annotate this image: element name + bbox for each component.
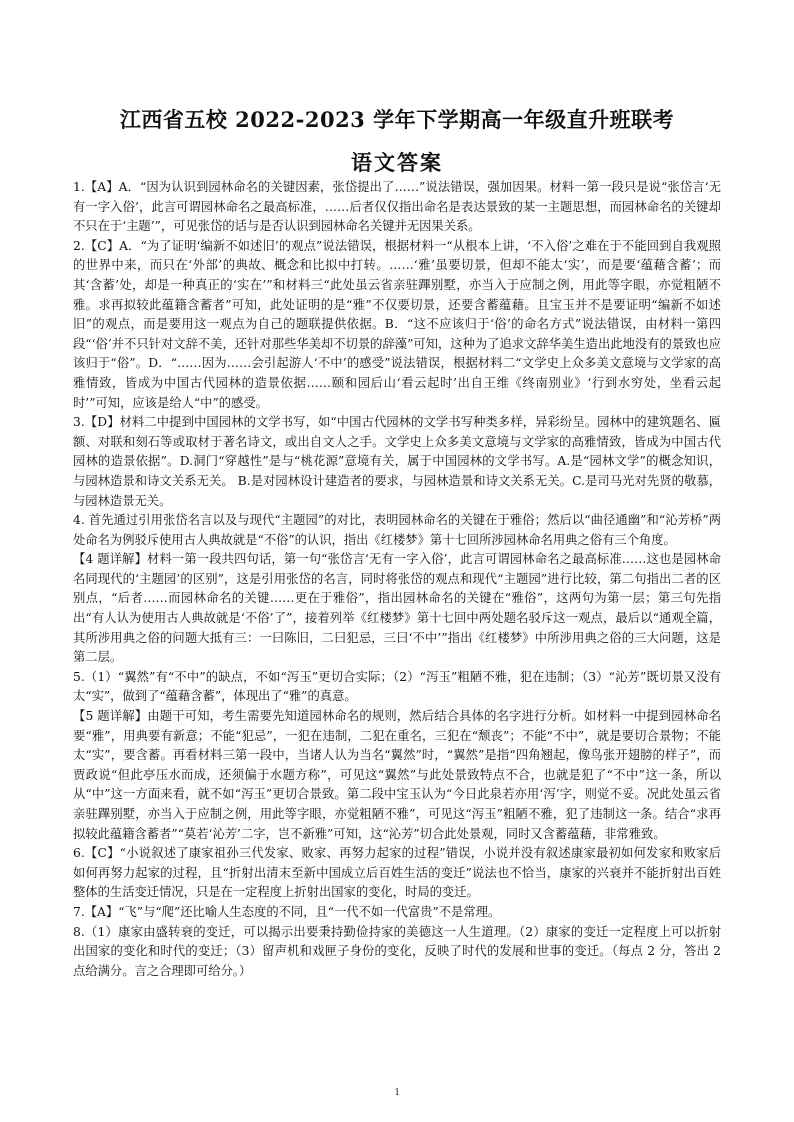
answer-paragraph-6: 6.【C】“小说叙述了康家祖孙三代发家、败家、再努力起家的过程”错误，小说并没有叙述康家最初如何发家和败家后如何再努力起家的过程，且“折射出清末至新中国成立后百姓生活的变迁”说法也不恰当，康家的兴衰并不能折射出百姓整体的生活变迁情况，只是在一定程度上折射出国家的变化，时局的变迁。 [73,846,721,900]
page-number: 1 [394,1087,400,1098]
answer-paragraph-2: 2.【C】A．“为了证明‘编新不如述旧’的观点”说法错误，根据材料一“从根本上讲，‘不入俗’之难在于不能回到自我观照的世界中来，而只在‘外部’的典故、概念和比拟中打转。……‘雅’虽要切景，但却不能太‘实’，而是要‘蕴藉含蓄’；而其‘含蓄’处，却是一种真正的‘实在’”和材料三“此处虽云省亲驻蹕别墅，亦当入于应制之例，用此等字眼，亦觉粗陋不雅。求再拟较此蕴籍含蓄者”可知，此处证明的是“雅”不仅要切景，还要含蓄蕴藉。且宝玉并不是要证明“编新不如述旧”的观点，而是要用这一观点为自己的题联提供依据。B．“这不应该归于‘俗’的命名方式”说法错误，由材料一第四段“‘俗’并不只针对文辞不美，还针对那些华美却不切景的辞藻”可知，这种为了追求文辞华美生造出此地没有的景致也应该归于“俗”。D．“……因为……会引起游人‘不中’的感受”说法错误，根据材料二“文学史上众多美文意境与文学家的高雅情致，皆成为中国古代园林的造景依据……颐和园后山‘看云起时’出自王维《终南别业》‘行到水穷处，坐看云起时’”可知，应该是给人“中”的感受。 [73,238,721,410]
answer-paragraph-1: 1.【A】A．“因为认识到园林命名的关键因素，张岱提出了……”说法错误，强加因果。材料一第一段只是说“张岱言‘无有一字入俗’，此言可谓园林命名之最高标准，……后者仅仅指出命名是表达景致的某一主题思想，而园林命名的关键却不只在于‘主题’”，可见张岱的话与是否认识到园林命名关键并无因果关系。 [73,180,721,234]
answer-paragraph-4: 4. 首先通过引用张岱名言以及与现代“主题园”的对比，表明园林命名的关键在于雅俗；然后以“曲径通幽”和“沁芳桥”两处命名为例驳斥使用古人典故就是“不俗”的认识，指出《红楼梦》第十七回所涉园林命名用典之俗有三个角度。 [73,513,721,547]
answer-paragraph-8: 8.（1）康家由盛转衰的变迁，可以揭示出要秉持勤俭持家的美德这一人生道理。（2）康家的变迁一定程度上可以折射出国家的变化和时代的变迁；（3）留声机和戏匣子身份的变化，反映了时代的发展和世事的变迁。（每点 2 分，答出 2 点给满分。言之合理即可给分。） [73,924,721,978]
answer-paragraph-4-explanation: 【4 题详解】材料一第一段共四句话，第一句“张岱言‘无有一字入俗’，此言可谓园林命名之最高标准……这也是园林命名同现代的‘主题园’的区别”，这是引用张岱的名言，同时将张岱的观点和现代“主题园”进行比较，第二句指出二者的区别点，“后者……而园林命名的关键……更在于雅俗”，指出园林命名的关键在“雅俗”，这两句为第一层；第三句先指出“有人认为使用古人典故就是‘不俗’了”，接着列举《红楼梦》第十七回中两处题名驳斥这一观点，最后以“通观全篇，其所涉用典之俗的问题大抵有三：一曰陈旧，二曰犯忌，三曰‘不中’”指出《红楼梦》中所涉用典之俗的三大问题，这是第二层。 [73,552,721,665]
document-title: 江西省五校 2022-2023 学年下学期高一年级直升班联考 [119,107,675,132]
answer-body [73,178,721,981]
answer-paragraph-5: 5.（1）“翼然”有“不中”的缺点，不如“泻玉”更切合实际；（2）“泻玉”粗陋不雅，犯在违制；（3）“沁芳”既切景又没有太“实”，做到了“蕴藉含蓄”，体现出了“雅”的真意。 [73,669,721,704]
document-subtitle: 语文答案 [351,150,443,175]
answer-paragraph-7: 7.【A】“飞”与“爬”还比喻人生态度的不同，且“一代不如一代富贵”不是常理。 [73,904,501,919]
answer-paragraph-3: 3.【D】材料二中提到中国园林的文学书写，如“中国古代园林的文学书写种类多样，异彩纷呈。园林中的建筑题名、匾额、对联和刻石等或取材于著名诗文，或出自文人之手。文学史上众多美文意境与文学家的高雅情致，皆成为中国古代园林的造景依据”。D.洞门“穿越性”是与“桃花源”意境有关，属于中国园林的文学书写。A.是“园林文学”的概念知识，与园林造景和诗文关系无关。 B.是对园林设计建造者的要求，与园林造景和诗文关系无关。C.是司马光对先贤的敬慕，与园林造景无关。 [73,415,721,508]
answer-paragraph-5-explanation: 【5 题详解】由题干可知，考生需要先知道园林命名的规则，然后结合具体的名字进行分析。如材料一中提到园林命名要“雅”，用典要有新意；不能“犯忌”，一犯在违制，二犯在重名，三犯在“颓丧”；不能“不中”，就是要切合景物；不能太“实”，要含蓄。再看材料三第一段中，当诸人认为当名“翼然”时，“翼然”是指“四角翘起，像鸟张开翅膀的样子”，而贾政说“但此亭压水而成，还须偏于水题方称”，可见这“翼然”与此处景致特点不合，也就是犯了“不中”这一条，所以从“中”这一方面来看，就不如“泻玉”更切合景致。第二段中宝玉认为“今日此泉若亦用‘泻’字，则觉不妥。况此处虽云省亲驻蹕别墅，亦当入于应制之例，用此等字眼，亦觉粗陋不雅”，可见这“泻玉”粗陋不雅，犯了违制这一条。结合“求再拟较此蕴籍含蓄者”“莫若‘沁芳’二字，岂不新雅”可知，这“沁芳”切合此处景观，同时又含蓄蕴藉，非常雅致。 [73,709,721,841]
